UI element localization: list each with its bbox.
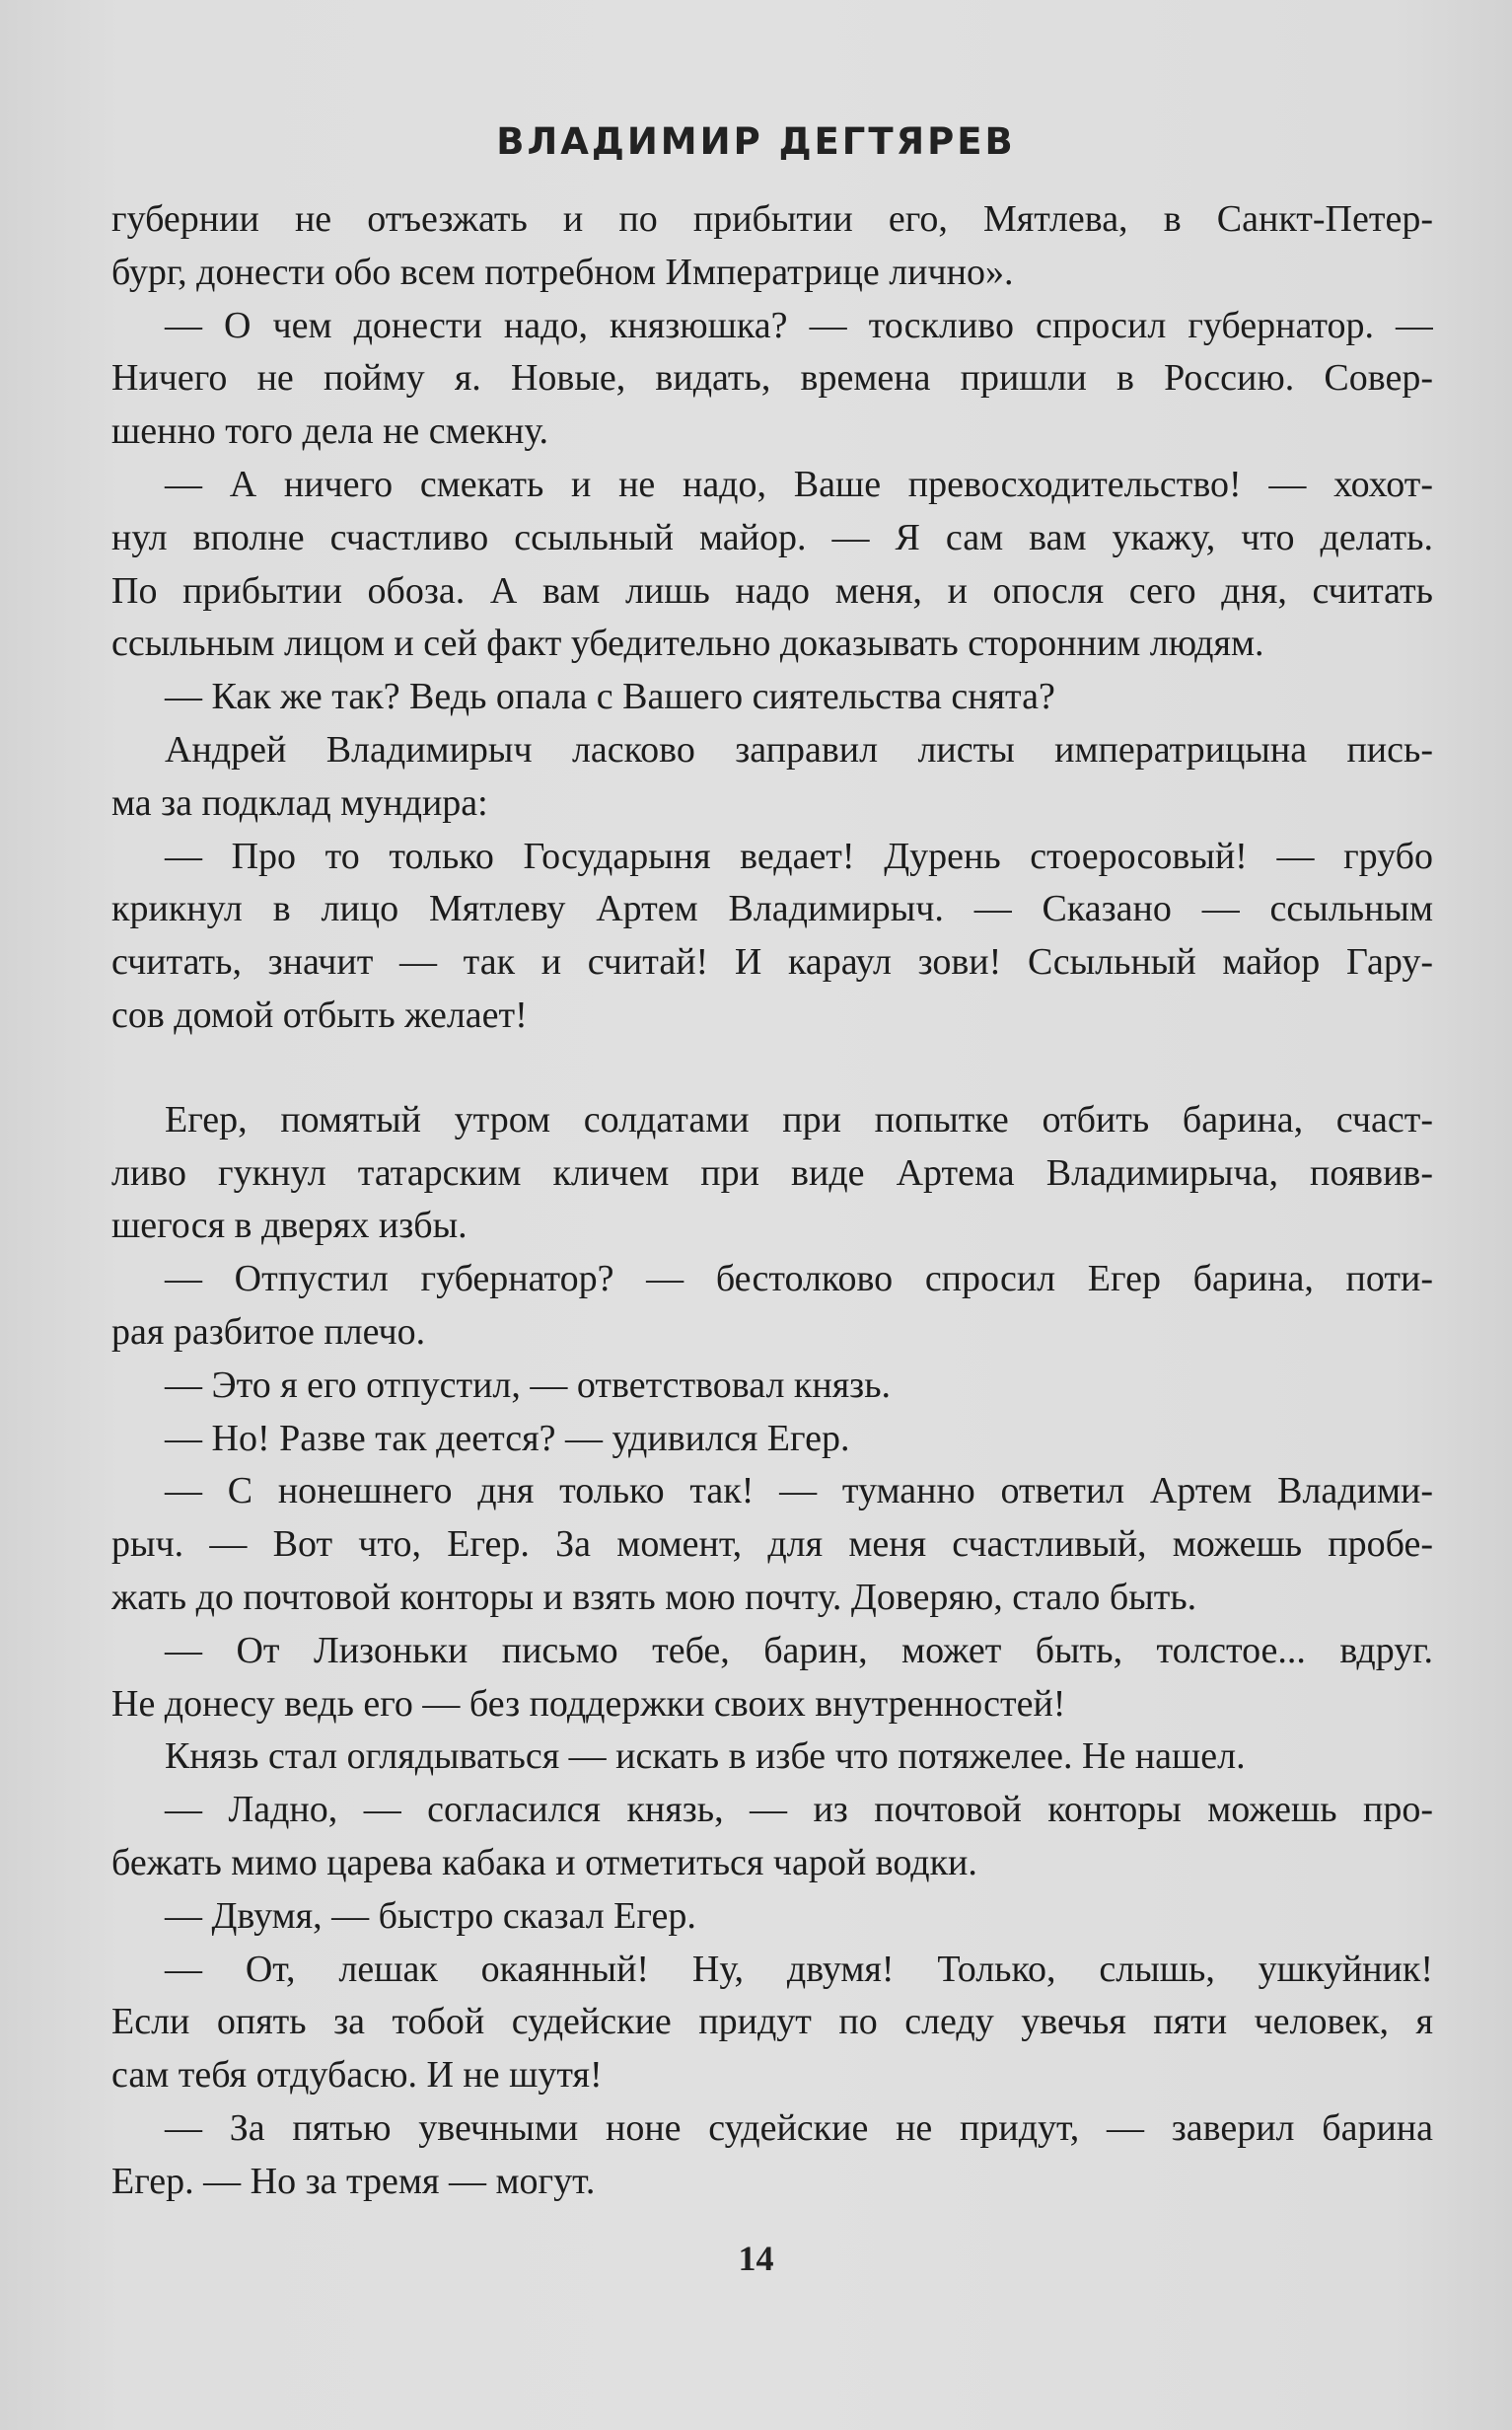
- text-line: — О чем донести надо, князюшка? — тоскливо спросил губернатор. —: [165, 304, 1433, 346]
- text-line: — Это я его отпустил, — ответствовал князь.: [165, 1363, 892, 1406]
- text-line: Князь стал оглядываться — искать в избе что потяжелее. Не нашел.: [165, 1735, 1246, 1778]
- text-line: сам тебя отдубасю. И не шутя!: [111, 2054, 603, 2097]
- text-line: шегося в дверях избы.: [111, 1205, 468, 1247]
- text-line: сов домой отбыть желает!: [111, 994, 528, 1036]
- text-line: Если опять за тобой судейские придут по следу увечья пяти человек, я: [111, 2001, 1433, 2043]
- page-number: 14: [738, 2239, 774, 2278]
- text-line: ма за подклад мундира:: [111, 781, 488, 824]
- body-text: [111, 193, 1433, 2208]
- text-line: — За пятью увечными ноне судейские не придут, — заверил барина: [165, 2106, 1433, 2149]
- text-line: бург, донести обо всем потребном Императрице лично».: [111, 251, 1014, 293]
- text-line: По прибытии обоза. А вам лишь надо меня, и опосля сего дня, считать: [111, 569, 1433, 612]
- text-line: — От, лешак окаянный! Ну, двумя! Только, слышь, ушкуйник!: [165, 1948, 1433, 1990]
- text-line: губернии не отъезжать и по прибытии его, Мятлева, в Санкт-Петер-: [111, 198, 1433, 240]
- text-line: — С нонешнего дня только так! — туманно ответил Артем Владими-: [165, 1470, 1433, 1512]
- text-line: — Ладно, — согласился князь, — из почтовой конторы можешь про-: [165, 1789, 1433, 1831]
- text-line: бежать мимо царева кабака и отметиться чарой водки.: [111, 1841, 977, 1883]
- text-line: крикнул в лицо Мятлеву Артем Владимирыч. — Сказано — ссыльным: [111, 888, 1433, 930]
- text-line: рыч. — Вот что, Егер. За момент, для меня счастливый, можешь пробе-: [111, 1523, 1433, 1566]
- text-line: ливо гукнул татарским кличем при виде Артема Владимирыча, появив-: [111, 1151, 1433, 1194]
- text-line: — Двумя, — быстро сказал Егер.: [165, 1894, 696, 1937]
- text-line: Ничего не пойму я. Новые, видать, времена пришли в Россию. Совер-: [111, 357, 1433, 400]
- running-head: ВЛАДИМИР ДЕГТЯРЕВ: [496, 120, 1016, 163]
- section-break: [111, 1043, 1433, 1094]
- text-line: рая разбитое плечо.: [111, 1310, 426, 1353]
- text-line: шенно того дела не смекну.: [111, 410, 549, 453]
- text-line: считать, значит — так и считай! И караул зови! Ссыльный майор Гару-: [111, 941, 1433, 984]
- text-line: — Как же так? Ведь опала с Вашего сиятельства снята?: [165, 676, 1055, 718]
- text-line: нул вполне счастливо ссыльный майор. — Я сам вам укажу, что делать.: [111, 516, 1433, 558]
- text-line: — От Лизоньки письмо тебе, барин, может быть, толстое... вдруг.: [165, 1629, 1433, 1671]
- text-line: ссыльным лицом и сей факт убедительно доказывать сторонним людям.: [111, 623, 1264, 665]
- text-line: Егер, помятый утром солдатами при попытке отбить барина, счаст-: [165, 1098, 1433, 1141]
- text-line: — Про то только Государыня ведает! Дурень стоеросовый! — грубо: [165, 835, 1433, 877]
- text-line: — А ничего смекать и не надо, Ваше превосходительство! — хохот-: [165, 463, 1433, 505]
- text-line: — Но! Разве так деется? — удивился Егер.: [165, 1417, 850, 1459]
- text-line: Андрей Владимирыч ласково заправил листы императрицына пись-: [165, 728, 1433, 771]
- text-line: Егер. — Но за тремя — могут.: [111, 2160, 596, 2202]
- text-line: Не донесу ведь его — без поддержки своих внутренностей!: [111, 1682, 1066, 1725]
- text-line: жать до почтовой конторы и взять мою почту. Доверяю, стало быть.: [111, 1576, 1197, 1618]
- text-line: — Отпустил губернатор? — бестолково спросил Егер барина, поти-: [165, 1258, 1433, 1300]
